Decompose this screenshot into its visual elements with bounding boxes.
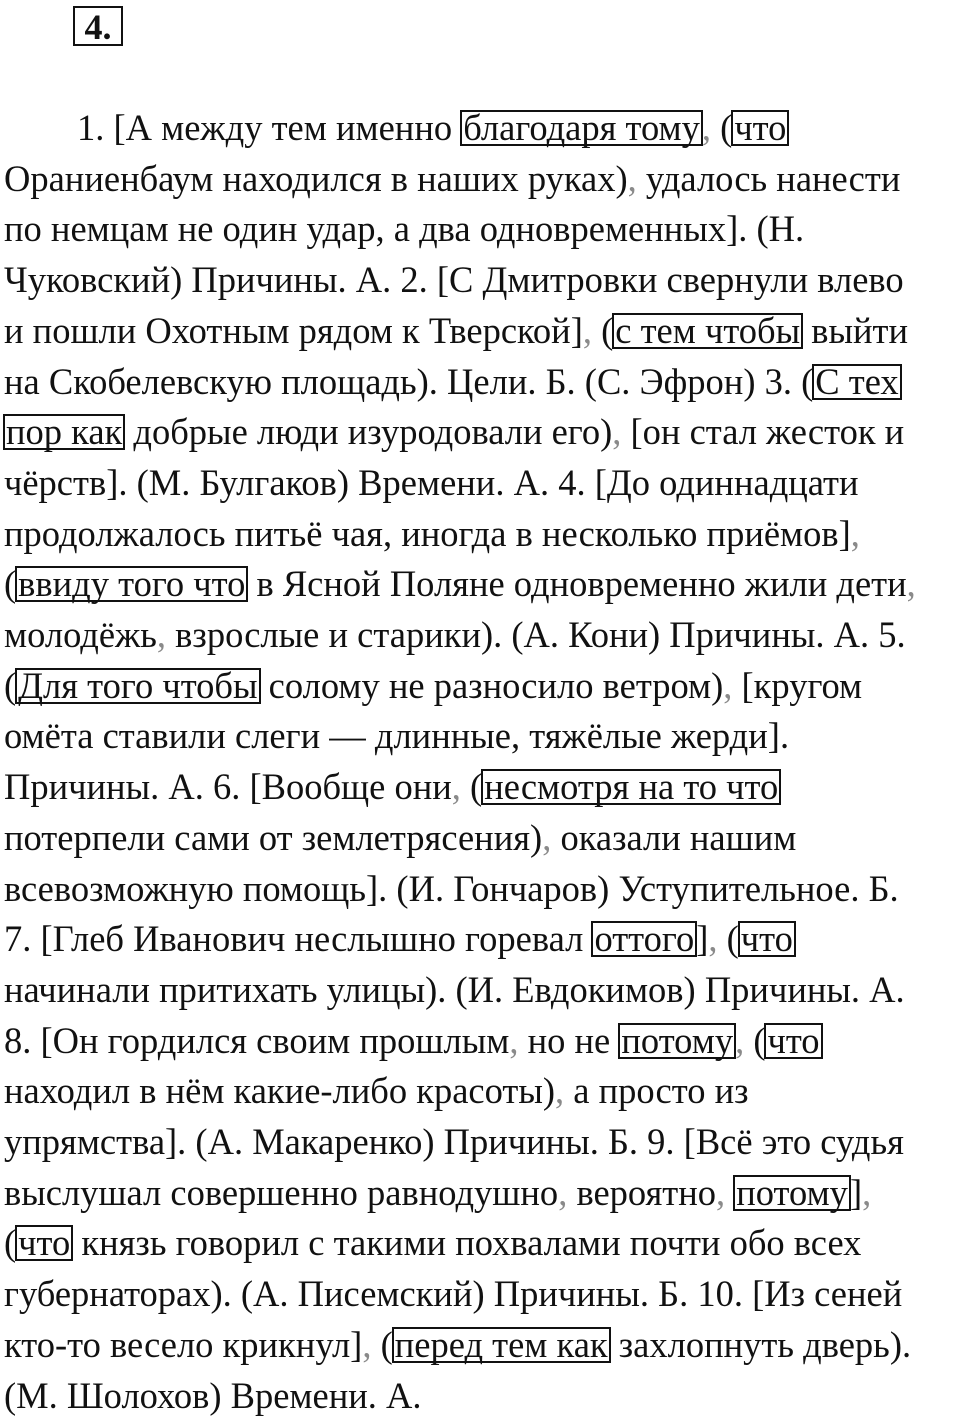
punctuation-mark: , bbox=[716, 1171, 726, 1213]
text-segment: солому не разносило ветром) bbox=[259, 664, 724, 706]
punctuation-mark: , bbox=[906, 563, 916, 605]
text-line bbox=[4, 609, 906, 660]
text-line bbox=[4, 153, 900, 204]
text-line bbox=[4, 1015, 822, 1066]
text-segment: 8. [Он гордился своим прошлым bbox=[4, 1019, 510, 1061]
punctuation-mark: , bbox=[362, 1323, 372, 1365]
text-line bbox=[4, 812, 796, 863]
punctuation-mark: , bbox=[582, 309, 592, 351]
text-segment: князь говорил с такими похвалами почти обо всех bbox=[72, 1222, 862, 1264]
conjunction-box: оттого bbox=[591, 921, 697, 957]
text-segment: ( bbox=[460, 766, 483, 808]
text-segment: выслушал совершенно равнодушно bbox=[4, 1171, 559, 1213]
text-segment: продолжалось питьё чая, иногда в несколько приёмов] bbox=[4, 512, 851, 554]
text-segment: находил в нём какие-либо красоты) bbox=[4, 1070, 556, 1112]
text-segment: в Ясной Поляне одновременно жили дети bbox=[247, 563, 907, 605]
conjunction-box: с тем чтобы bbox=[612, 313, 803, 349]
text-segment: ] bbox=[849, 1171, 863, 1213]
text-segment: ] bbox=[696, 918, 709, 960]
text-segment: [он стал жесток и bbox=[621, 411, 905, 453]
text-segment: чёрств]. (М. Булгаков) Времени. А. 4. [До одиннадцати bbox=[4, 461, 859, 503]
text-segment: молодёжь bbox=[4, 614, 157, 655]
text-line bbox=[4, 710, 789, 761]
punctuation-mark: , bbox=[156, 614, 167, 655]
text-line bbox=[4, 1116, 904, 1167]
conjunction-box: что bbox=[731, 110, 789, 146]
text-line bbox=[4, 1217, 861, 1268]
text-segment: ( bbox=[591, 309, 614, 351]
punctuation-mark: , bbox=[555, 1070, 565, 1112]
text-segment: 1. [А между тем именно bbox=[4, 107, 462, 148]
text-line bbox=[4, 508, 860, 559]
conjunction-box: пор как bbox=[3, 414, 125, 450]
conjunction-box: что bbox=[15, 1225, 73, 1261]
text-segment: кто-то весело крикнул] bbox=[4, 1323, 363, 1365]
punctuation-mark: , bbox=[723, 664, 733, 706]
text-segment: всевозможную помощь]. (И. Гончаров) Уступительное. Б. bbox=[4, 867, 899, 909]
text-segment: ( bbox=[4, 1222, 17, 1264]
text-segment: удалось нанести bbox=[636, 157, 901, 199]
text-line bbox=[4, 863, 899, 914]
text-segment: Чуковский) Причины. А. 2. [С Дмитровки свернули влево bbox=[4, 259, 904, 301]
text-segment: на Скобелевскую площадь). Цели. Б. (С. Эфрон) 3. ( bbox=[4, 360, 814, 402]
text-line bbox=[4, 305, 908, 356]
text-segment: Причины. А. 6. [Вообще они bbox=[4, 766, 452, 808]
text-line bbox=[4, 660, 862, 711]
conjunction-box: потому bbox=[618, 1023, 736, 1059]
text-segment: потерпели сами от землетрясения) bbox=[4, 816, 543, 858]
text-segment: ( bbox=[4, 664, 17, 706]
text-segment: вероятно bbox=[567, 1171, 716, 1213]
text-segment: ( bbox=[4, 563, 17, 605]
text-segment: добрые люди изуродовали его) bbox=[124, 411, 613, 453]
text-line bbox=[4, 558, 916, 609]
conjunction-box: ввиду того что bbox=[15, 566, 248, 602]
conjunction-box: что bbox=[764, 1023, 822, 1059]
text-line bbox=[4, 457, 859, 508]
text-segment: Ораниенбаум находился в наших руках) bbox=[4, 157, 628, 199]
text-line bbox=[4, 102, 788, 153]
text-segment: губернаторах). (А. Писемский) Причины. Б. 10. [Из сеней bbox=[4, 1273, 903, 1315]
punctuation-mark: , bbox=[708, 918, 718, 960]
text-line bbox=[4, 964, 905, 1015]
punctuation-mark: , bbox=[735, 1019, 745, 1061]
conjunction-box: потому bbox=[733, 1175, 851, 1211]
text-line bbox=[4, 761, 780, 812]
text-segment: по немцам не один удар, а два одновременных]. (Н. bbox=[4, 208, 805, 250]
text-segment: ( bbox=[711, 107, 733, 148]
punctuation-mark: , bbox=[451, 766, 461, 808]
punctuation-mark: , bbox=[627, 157, 637, 199]
text-line bbox=[4, 356, 901, 407]
text-segment: 7. [Глеб Иванович неслышно горевал bbox=[4, 918, 593, 960]
punctuation-mark: , bbox=[509, 1019, 519, 1061]
text-segment: и пошли Охотным рядом к Тверской] bbox=[4, 309, 583, 351]
punctuation-mark: , bbox=[542, 816, 552, 858]
text-line bbox=[4, 406, 904, 457]
text-segment: ( bbox=[717, 918, 739, 960]
text-line bbox=[4, 1319, 911, 1370]
text-line bbox=[4, 1167, 871, 1218]
text-segment: взрослые и старики). (А. Кони) Причины. А. 5. bbox=[166, 614, 906, 655]
text-segment: но не bbox=[518, 1019, 620, 1061]
text-segment: [кругом bbox=[732, 664, 863, 706]
conjunction-box: что bbox=[738, 921, 796, 957]
conjunction-box: С тех bbox=[812, 364, 901, 400]
text-segment: ( bbox=[371, 1323, 393, 1365]
punctuation-mark: , bbox=[850, 512, 860, 554]
punctuation-mark: , bbox=[612, 411, 622, 453]
task-number: 4. bbox=[73, 6, 123, 46]
text-line bbox=[4, 254, 904, 305]
text-line bbox=[4, 913, 795, 964]
punctuation-mark: , bbox=[862, 1171, 872, 1213]
text-segment: упрямства]. (А. Макаренко) Причины. Б. 9. [Всё это судья bbox=[4, 1121, 904, 1162]
text-segment: а просто из bbox=[564, 1070, 749, 1112]
text-line bbox=[4, 1268, 902, 1319]
text-segment: оказали нашим bbox=[551, 816, 797, 858]
text-segment: ( bbox=[744, 1019, 766, 1061]
text-segment: выйти bbox=[802, 309, 909, 351]
punctuation-mark: , bbox=[701, 107, 712, 148]
text-segment: (М. Шолохов) Времени. А. bbox=[4, 1374, 422, 1416]
conjunction-box: несмотря на то что bbox=[481, 769, 781, 805]
text-segment: захлопнуть дверь). bbox=[609, 1323, 912, 1365]
text-line bbox=[4, 1065, 749, 1116]
text-segment: начинали притихать улицы). (И. Евдокимов) Причины. А. bbox=[4, 968, 905, 1010]
text-line bbox=[4, 203, 804, 254]
text-segment: омёта ставили слеги — длинные, тяжёлые жерди]. bbox=[4, 715, 790, 757]
conjunction-box: благодаря тому bbox=[460, 110, 703, 146]
text-line bbox=[4, 1370, 422, 1421]
conjunction-box: перед тем как bbox=[392, 1327, 611, 1363]
conjunction-box: Для того чтобы bbox=[15, 668, 260, 704]
punctuation-mark: , bbox=[558, 1171, 568, 1213]
